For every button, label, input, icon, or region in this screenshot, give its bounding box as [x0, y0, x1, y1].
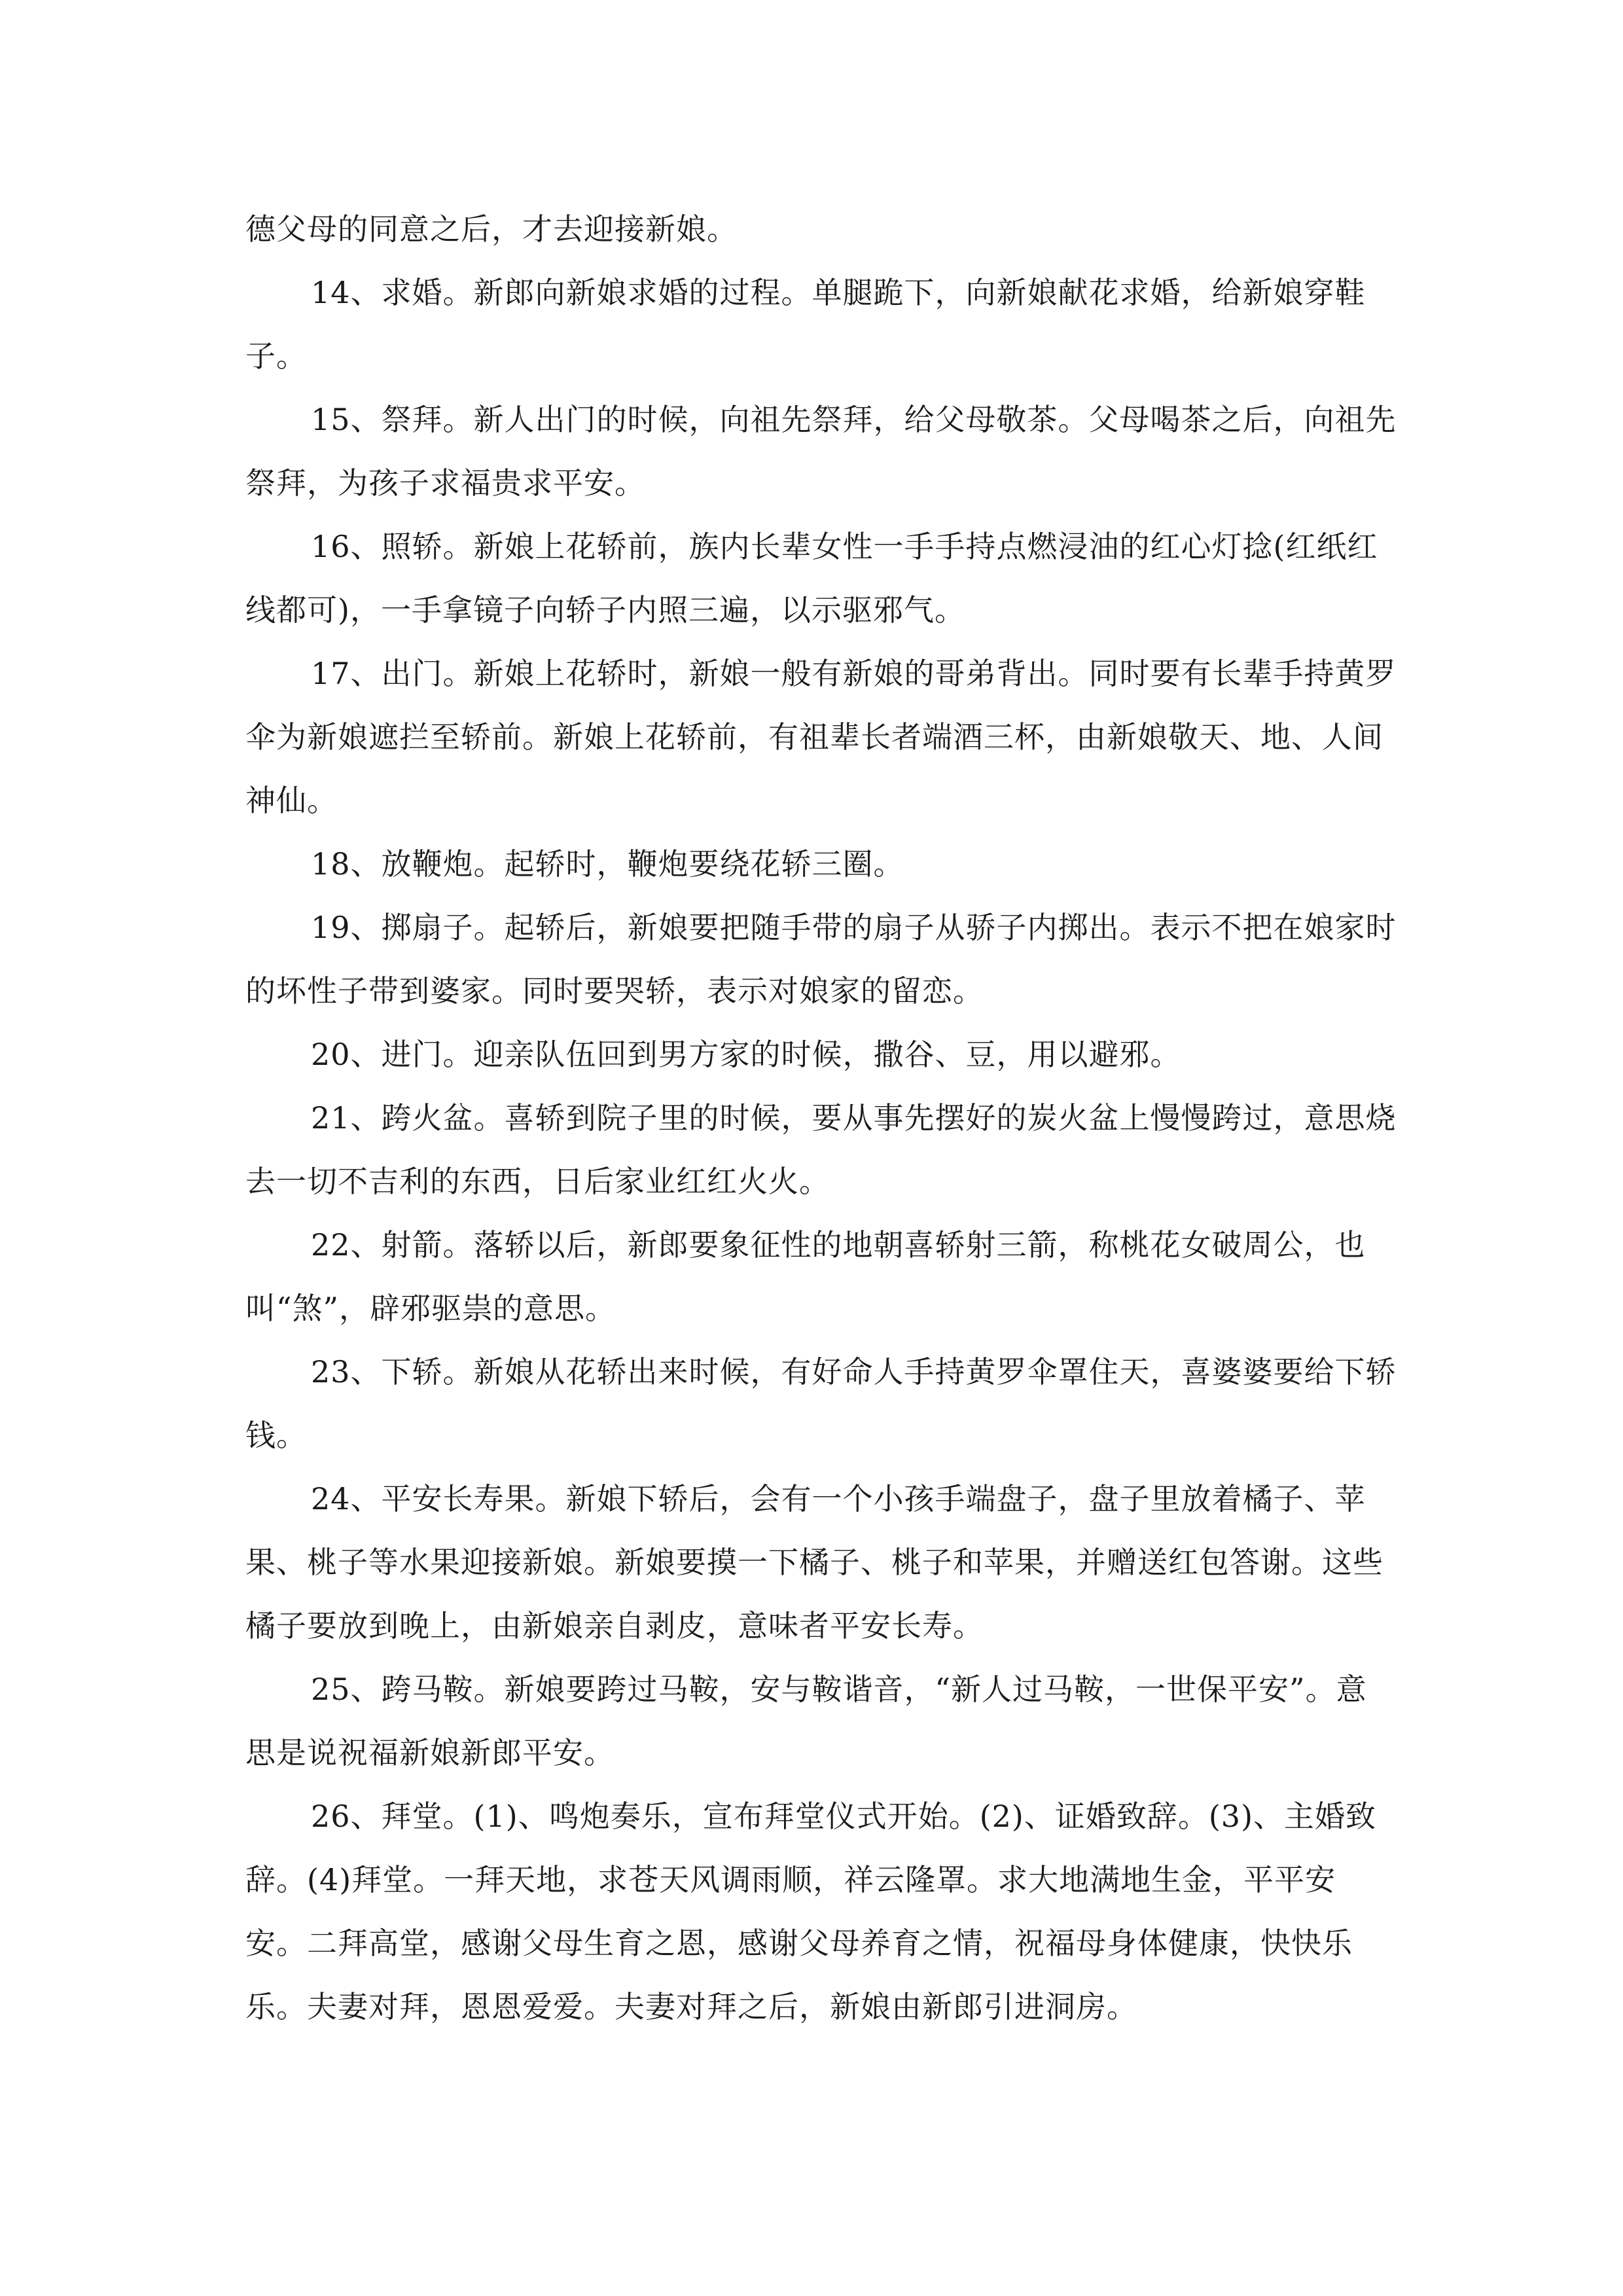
paragraph-26: 26、拜堂。(1)、鸣炮奏乐，宣布拜堂仪式开始。(2)、证婚致辞。(3)、主婚致辞。(4)拜堂。一拜天地，求苍天风调雨顺，祥云隆罩。求大地满地生金，平平安安。二拜高堂，感谢父母生育之恩，感谢父母养育之情，祝福母身体健康，快快乐乐。夫妻对拜，恩恩爱爱。夫妻对拜之后，新娘由新郎引进洞房。 [245, 1799, 1377, 2024]
paragraph-14: 14、求婚。新郎向新娘求婚的过程。单腿跪下，向新娘献花求婚，给新娘穿鞋子。 [245, 275, 1366, 374]
paragraph-15: 15、祭拜。新人出门的时候，向祖先祭拜，给父母敬茶。父母喝茶之后，向祖先祭拜，为孩子求福贵求平安。 [245, 402, 1397, 501]
document-body [245, 198, 1397, 2039]
paragraph-25: 25、跨马鞍。新娘要跨过马鞍，安与鞍谐音，“新人过马鞍，一世保平安”。意思是说祝福新娘新郎平安。 [245, 1672, 1367, 1770]
paragraph-17: 17、出门。新娘上花轿时，新娘一般有新娘的哥弟背出。同时要有长辈手持黄罗伞为新娘遮拦至轿前。新娘上花轿前，有祖辈长者端酒三杯，由新娘敬天、地、人间神仙。 [245, 656, 1397, 818]
paragraph-0: 德父母的同意之后，才去迎接新娘。 [245, 211, 738, 247]
paragraph-18: 18、放鞭炮。起轿时，鞭炮要绕花轿三圈。 [311, 846, 904, 882]
paragraph-20: 20、进门。迎亲队伍回到男方家的时候，撒谷、豆，用以避邪。 [311, 1037, 1181, 1072]
paragraph-22: 22、射箭。落轿以后，新郎要象征性的地朝喜轿射三箭，称桃花女破周公，也叫“煞”，辟邪驱祟的意思。 [245, 1227, 1366, 1326]
paragraph-23: 23、下轿。新娘从花轿出来时候，有好命人手持黄罗伞罩住天，喜婆婆要给下轿钱。 [245, 1354, 1397, 1453]
paragraph-19: 19、掷扇子。起轿后，新娘要把随手带的扇子从骄子内掷出。表示不把在娘家时的坏性子带到婆家。同时要哭轿，表示对娘家的留恋。 [245, 910, 1397, 1009]
paragraph-21: 21、跨火盆。喜轿到院子里的时候，要从事先摆好的炭火盆上慢慢跨过，意思烧去一切不吉利的东西，日后家业红红火火。 [245, 1100, 1397, 1199]
paragraph-16: 16、照轿。新娘上花轿前，族内长辈女性一手手持点燃浸油的红心灯捻(红纸红线都可)，一手拿镜子向轿子内照三遍，以示驱邪气。 [245, 529, 1378, 628]
paragraph-24: 24、平安长寿果。新娘下轿后，会有一个小孩手端盘子，盘子里放着橘子、苹果、桃子等水果迎接新娘。新娘要摸一下橘子、桃子和苹果，并赠送红包答谢。这些橘子要放到晚上，由新娘亲自剥皮，意味者平安长寿。 [245, 1481, 1383, 1643]
